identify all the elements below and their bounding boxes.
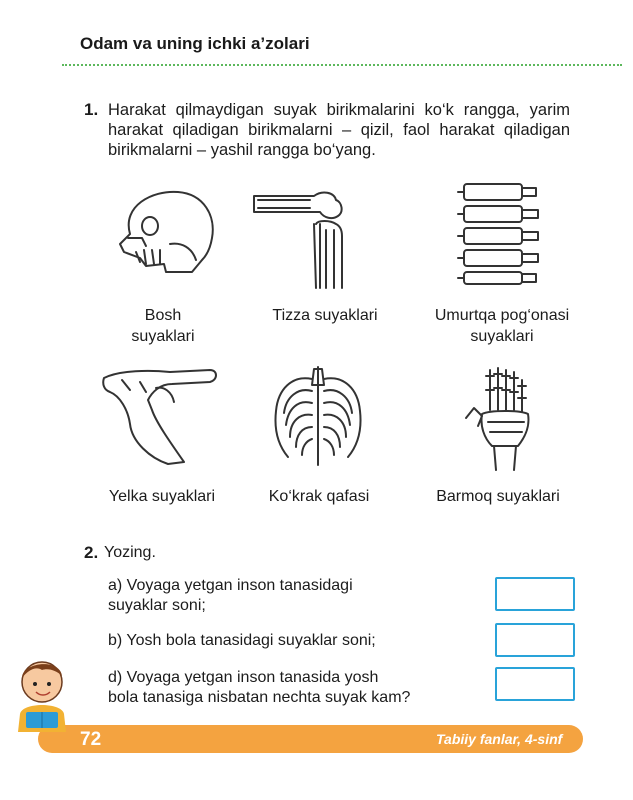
task-2-number: 2. [84,543,99,562]
boy-reading-illustration [8,656,78,736]
page-number: 72 [80,729,102,750]
caption-knee [250,305,400,326]
question-line: suyaklar soni; [108,597,206,614]
caption-line: Ko‘krak qafasi [268,488,370,505]
book-title: Tabiiy fanlar, 4-sinf [436,731,563,747]
answer-box-d[interactable] [495,667,575,701]
header-divider [62,64,622,66]
caption-line: Yelka suyaklari [108,488,216,505]
answer-box-b[interactable] [495,623,575,657]
task-2-heading: Yozing. [104,544,156,561]
caption-line: suyaklari [470,328,534,345]
task-1-instruction: Harakat qilmaydigan suyak birikmalarini ko‘k rangga, yarim harakat qiladigan birikmalarni – qizil, faol harakat qiladigan birikmalarni – yashil rangga bo‘yang. [108,101,570,159]
caption-shoulder [92,486,232,507]
question-b [108,631,468,651]
page-title: Odam va uning ichki a’zolari [80,34,310,53]
knee-icon [252,190,362,290]
caption-line: Tizza suyaklari [272,307,378,324]
caption-line: Barmoq suyaklari [436,488,560,505]
question-line: b) Yosh bola tanasidagi suyaklar soni; [108,632,376,649]
caption-line: suyaklari [131,328,195,345]
spine-icon [450,180,550,288]
caption-hand [418,486,578,507]
question-a [108,576,468,616]
caption-skull [108,305,218,347]
question-line: bola tanasiga nisbatan nechta suyak kam? [108,689,411,706]
question-d [108,668,488,708]
hand-bones-icon [460,366,550,476]
answer-box-a[interactable] [495,577,575,611]
skull-icon [112,186,222,278]
question-line: a) Voyaga yetgan inson tanasidagi [108,577,353,594]
task-1-number: 1. [84,100,99,119]
shoulder-icon [100,362,220,468]
ribcage-icon [268,365,368,469]
caption-line: Umurtqa pog‘onasi [434,307,570,324]
question-line: d) Voyaga yetgan inson tanasida yosh [108,669,379,686]
caption-ribcage [254,486,384,507]
caption-line: Bosh [144,307,182,324]
caption-spine [412,305,592,347]
